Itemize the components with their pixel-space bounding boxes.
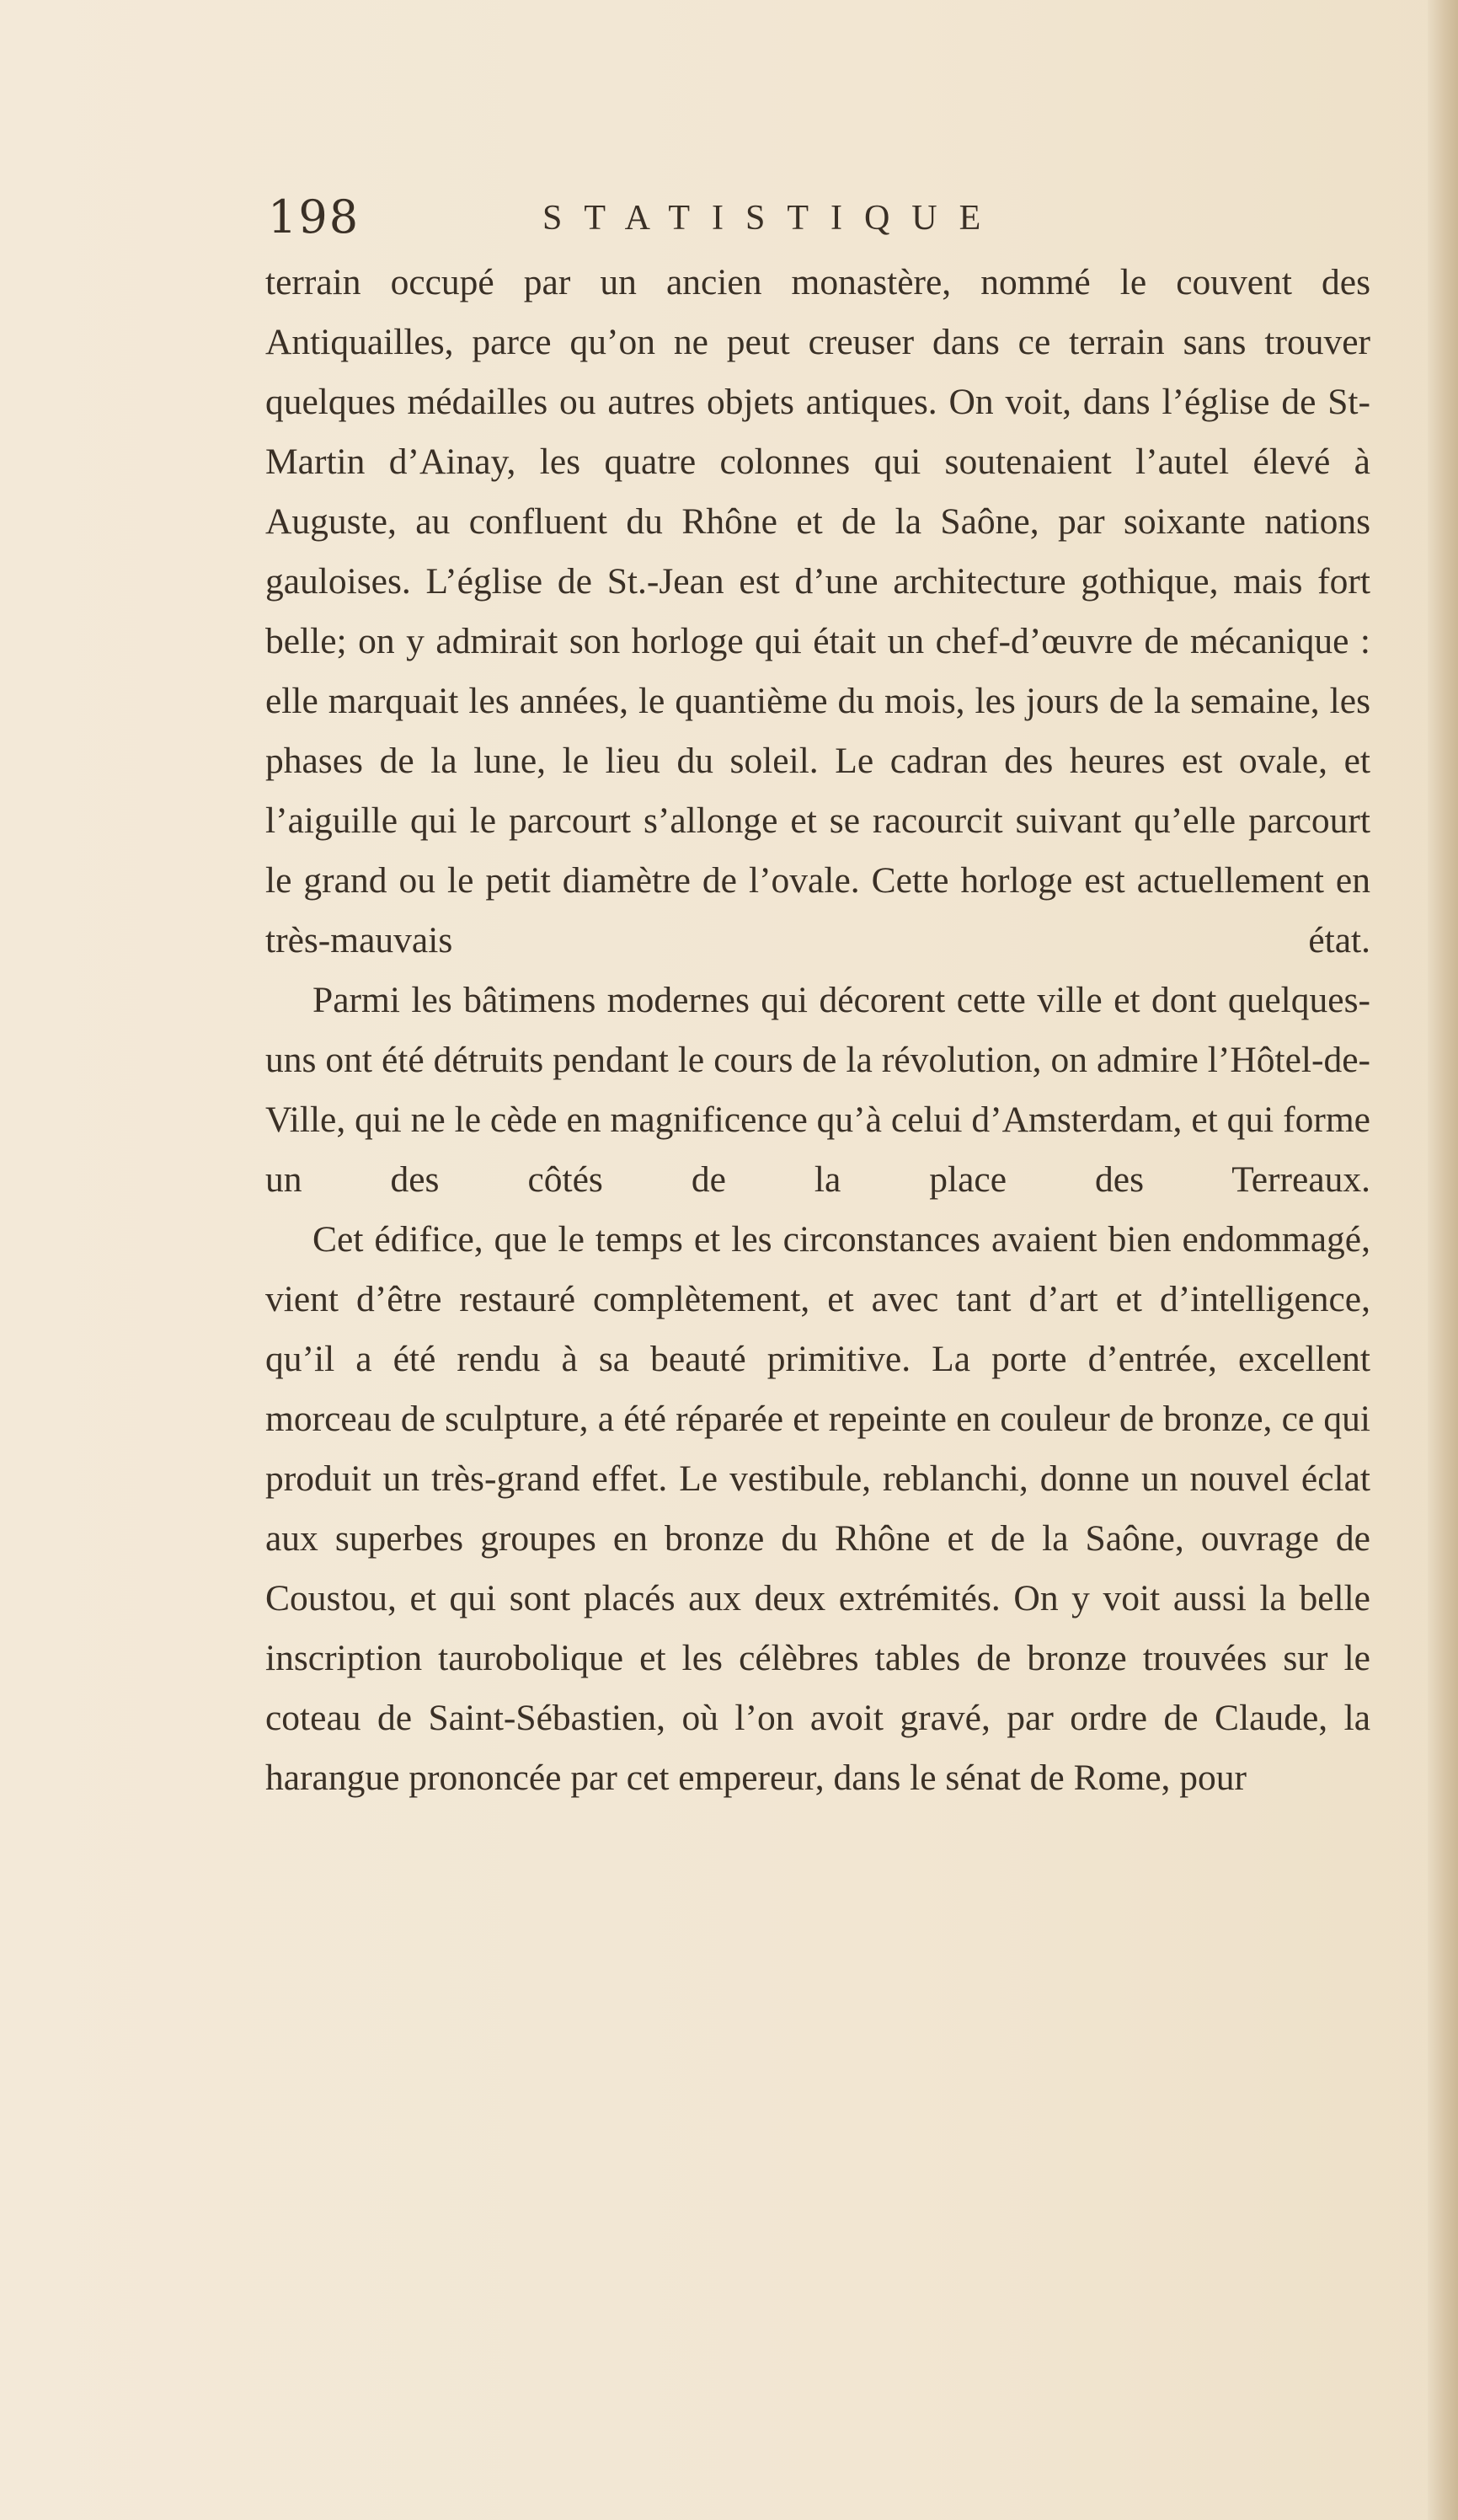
body-text: [265, 253, 1370, 1808]
paragraph-3: Cet édifice, que le temps et les circonstances avaient bien endommagé, vient d’être restauré complètement, et avec tant d’art et d’intelligence, qu’il a été rendu à sa beauté primitive. La porte d’entrée, excellent morceau de sculpture, a été réparée et repeinte en couleur de bronze, ce qui produit un très-grand effet. Le vestibule, reblanchi, donne un nouvel éclat aux superbes groupes en bronze du Rhône et de la Saône, ouvrage de Coustou, et qui sont placés aux deux extrémités. On y voit aussi la belle inscription taurobolique et les célèbres tables de bronze trouvées sur le coteau de Saint-Sébastien, où l’on avoit gravé, par ordre de Claude, la harangue prononcée par cet empereur, dans le sénat de Rome, pour: [265, 1219, 1370, 1798]
paragraph-1: terrain occupé par un ancien monastère, nommé le couvent des Antiquailles, parce qu’on ne peut creuser dans ce terrain sans trouver quelques médailles ou autres objets antiques. On voit, dans l’église de St-Martin d’Ainay, les quatre colonnes qui soutenaient l’autel élevé à Auguste, au confluent du Rhône et de la Saône, par soixante nations gauloises. L’église de St.-Jean est d’une architecture gothique, mais fort belle; on y admirait son horloge qui était un chef-d’œuvre de mécanique : elle marquait les années, le quantième du mois, les jours de la semaine, les phases de la lune, le lieu du soleil. Le cadran des heures est ovale, et l’aiguille qui le parcourt s’allonge et se racourcit suivant qu’elle parcourt le grand ou le petit diamètre de l’ovale. Cette horloge est actuellement en très-mauvais état.: [265, 262, 1370, 960]
page-edge: [1428, 0, 1458, 2520]
paragraph-2: Parmi les bâtimens modernes qui décorent cette ville et dont quelques-uns ont été détruits pendant le cours de la révolution, on admire l’Hôtel-de-Ville, qui ne le cède en magnificence qu’à celui d’Amsterdam, et qui forme un des côtés de la place des Terreaux.: [265, 980, 1370, 1200]
page-number: 198: [268, 190, 360, 243]
running-title: STATISTIQUE: [542, 199, 1003, 238]
page-header: [268, 192, 1371, 243]
